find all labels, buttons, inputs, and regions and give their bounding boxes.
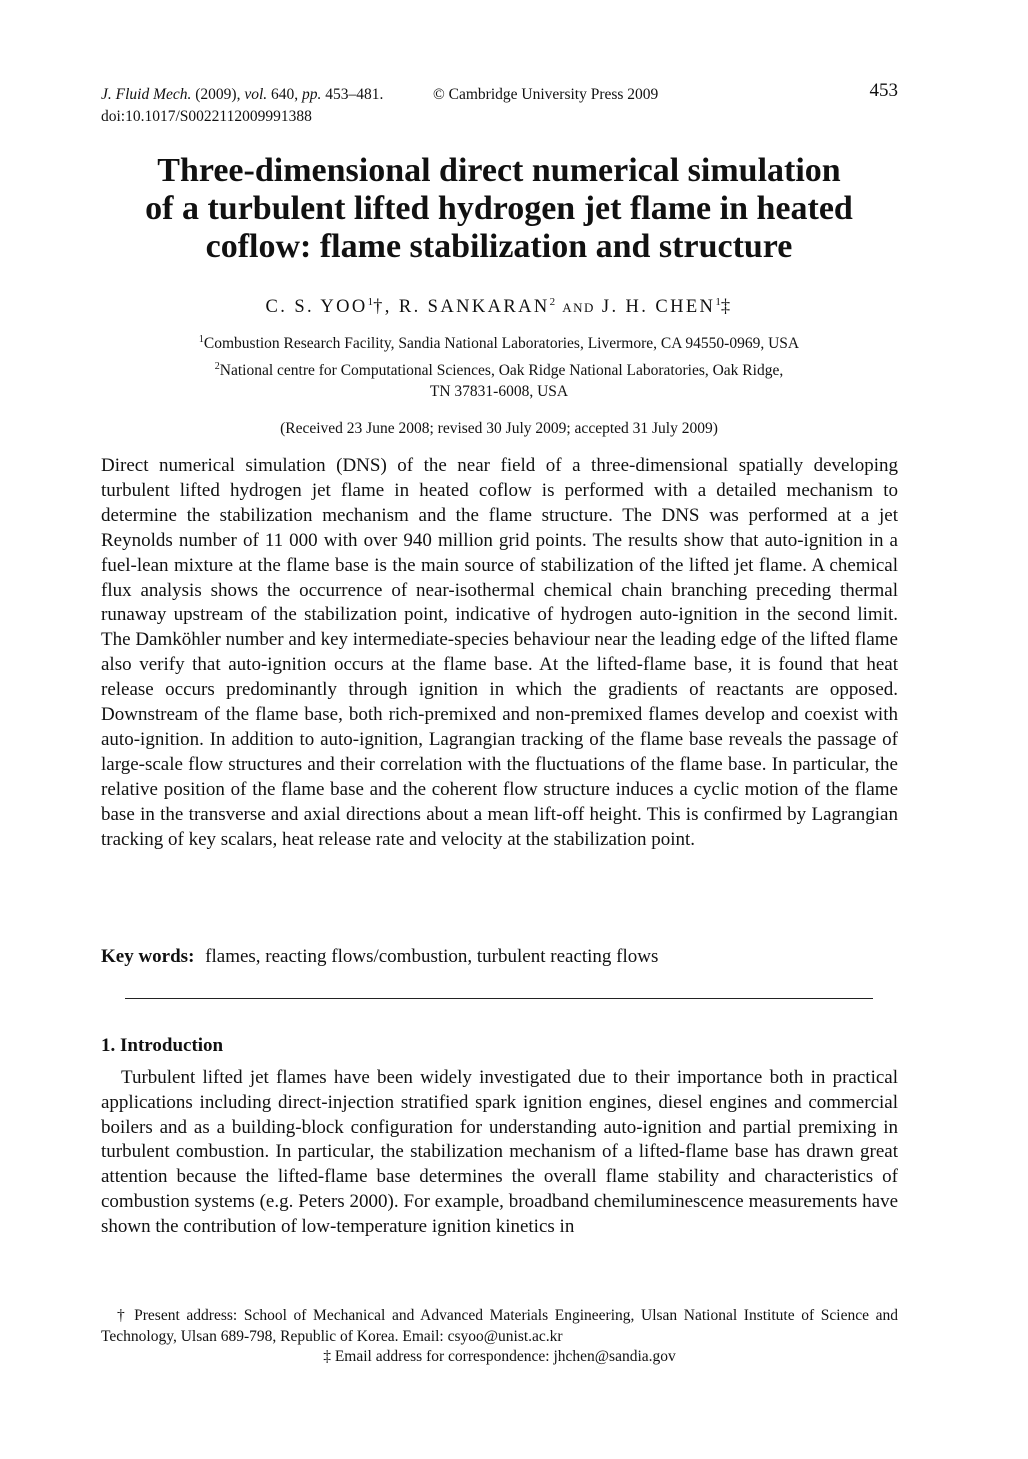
author-1: C. S. YOO [265, 297, 368, 318]
author-2-affiliation-mark: 2 [549, 296, 556, 308]
author-conjunction: AND [562, 300, 595, 316]
volume-number: 640, [271, 86, 299, 103]
section-divider [125, 998, 873, 999]
affiliation-2-line-2: TN 37831-6008, USA [429, 383, 569, 401]
affiliation-2-line-1: National centre for Computational Sciences, Oak Ridge National Laboratories, Oak Ridge, [219, 362, 784, 380]
title-line-3: coflow: flame stabilization and structure [205, 228, 793, 265]
keywords [101, 946, 898, 968]
author-2: R. SANKARAN [398, 297, 550, 318]
paper-title [60, 152, 938, 266]
doi: doi:10.1017/S0022112009991388 [101, 108, 312, 125]
title-line-2: of a turbulent lifted hydrogen jet flame in heated [145, 190, 853, 227]
running-header [101, 80, 898, 128]
footnote-present-address: † Present address: School of Mechanical and Advanced Materials Engineering, Ulsan National Institute of Science and Technology, Ulsan 689-798, Republic of Korea. Email: csyoo@unist.ac.kr [101, 1307, 898, 1345]
page-range: 453–481. [325, 86, 384, 103]
author-1-affiliation-mark: 1 [367, 296, 374, 308]
abstract: Direct numerical simulation (DNS) of the near field of a three-dimensional spatially developing turbulent lifted hydrogen jet flame in heated coflow is performed with a detailed mechanism to determine the stabilization mechanism and the flame structure. The DNS was performed at a jet Reynolds number of 11 000 with over 940 million grid points. The results show that auto-ignition in a fuel-lean mixture at the flame base is the main source of stabilization of the lifted jet flame. A chemical flux analysis shows the occurrence of near-isothermal chemical chain branching preceding thermal runaway upstream of the stabilization point, indicative of hydrogen auto-ignition in the second limit. The Damköhler number and key intermediate-species behaviour near the leading edge of the lifted flame also verify that auto-ignition occurs at the flame base. At the lifted-flame base, it is found that heat release occurs predominantly through ignition in which the gradients of reactants are opposed. Downstream of the flame base, both rich-premixed and non-premixed flames develop and coexist with auto-ignition. In addition to auto-ignition, Lagrangian tracking of the flame base reveals the passage of large-scale flow structures and their correlation with the fluctuations of the flame base. In particular, the relative position of the flame base and the coherent flow structure induces a cyclic motion of the flame base in the transverse and axial directions about a mean lift-off height. This is confirmed by Lagrangian tracking of key scalars, heat release rate and velocity at the stabilization point. [101, 455, 898, 850]
journal-year: (2009), [195, 86, 241, 103]
author-3-affiliation-mark: 1 [715, 296, 721, 308]
author-list [60, 296, 938, 318]
pages-label: pp. [302, 86, 322, 103]
footnote-correspondence: ‡ Email address for correspondence: jhchen@sandia.gov [323, 1348, 676, 1365]
copyright-notice: © Cambridge University Press 2009 [433, 86, 659, 103]
affiliation-1-mark: 1 [198, 334, 204, 345]
keywords-label: Key words: [101, 946, 195, 967]
author-1-footnote-mark: †, [373, 297, 392, 318]
keywords-text: flames, reacting flows/combustion, turbulent reacting flows [205, 946, 659, 967]
affiliation-2 [60, 356, 938, 402]
page-number: 453 [869, 80, 898, 101]
received-dates: (Received 23 June 2008; revised 30 July 2009; accepted 31 July 2009) [280, 420, 718, 437]
author-3: J. H. CHEN [601, 297, 716, 318]
section-heading: 1. Introduction [101, 1035, 224, 1056]
title-line-1: Three-dimensional direct numerical simulation [157, 152, 841, 189]
introduction-paragraph: Turbulent lifted jet flames have been widely investigated due to their importance both in practical applications including direct-injection stratified spark ignition engines, diesel engines and commercial boilers and as a building-block configuration for understanding auto-ignition and partial premixing in turbulent combustion. In particular, the stabilization mechanism of a lifted-flame base has drawn great attention because the lifted-flame base determines the overall flame stability and characteristics of combustion systems (e.g. Peters 2000). For example, broadband chemiluminescence measurements have shown the contribution of low-temperature ignition kinetics in [101, 1067, 898, 1237]
affiliation-1-text: Combustion Research Facility, Sandia National Laboratories, Livermore, CA 94550-0969, USA [203, 335, 800, 353]
footnotes [101, 1306, 898, 1368]
journal-name: J. Fluid Mech. [101, 86, 192, 103]
author-3-footnote-mark: ‡ [720, 297, 733, 318]
affiliation-1 [60, 329, 938, 354]
volume-label: vol. [244, 86, 268, 103]
affiliation-2-mark: 2 [214, 361, 220, 372]
